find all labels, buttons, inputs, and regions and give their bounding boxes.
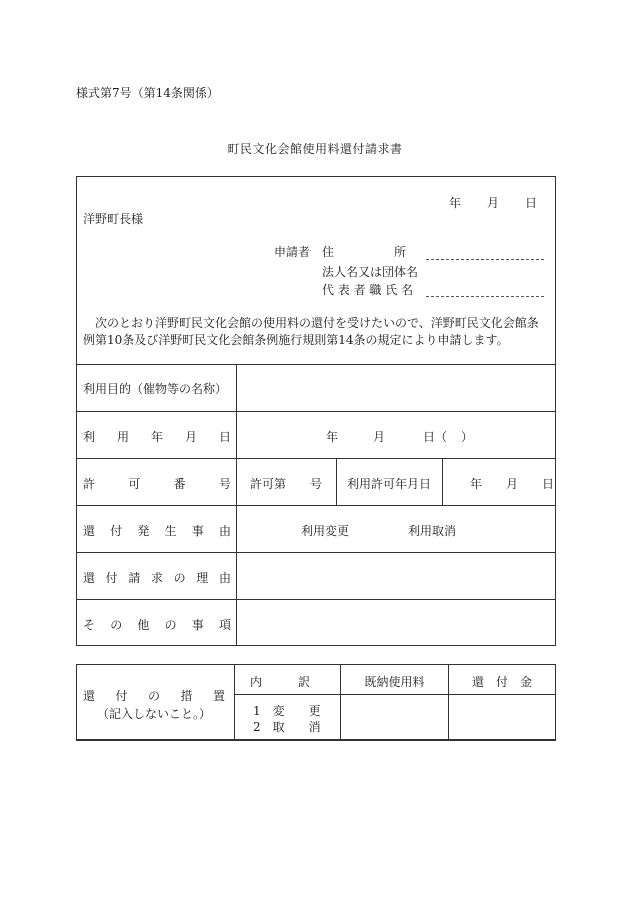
- char: 利: [83, 430, 96, 444]
- char: 番: [173, 477, 186, 491]
- permit-year: 年: [470, 477, 483, 491]
- column-divider: [236, 459, 237, 506]
- char: 事: [191, 618, 204, 632]
- request-statement: 次のとおり洋野町民文化会館の使用料の還付を受けたいので、洋野町民文化会館条例第10条及び洋野町民文化会館条例施行規則第14条の規定により申請します。: [83, 316, 539, 347]
- col-paid-fee: 既納使用料: [364, 675, 425, 689]
- char: 年: [150, 430, 163, 444]
- permit-date-label: 利用許可年月日: [347, 477, 432, 491]
- column-divider: [442, 459, 443, 506]
- char: 発: [137, 524, 150, 538]
- char: 付: [110, 524, 123, 538]
- option-usage-cancel[interactable]: 利用取消: [408, 524, 457, 538]
- form-code: 様式第7号（第14条関係）: [76, 86, 219, 100]
- char: の: [173, 571, 186, 585]
- char: 還: [83, 689, 96, 703]
- char: 請: [128, 571, 141, 585]
- column-divider: [236, 412, 237, 459]
- header-divider: [234, 694, 555, 695]
- use-date-label: [83, 428, 231, 445]
- char: 許: [83, 477, 96, 491]
- measures-label: [83, 687, 225, 704]
- item-change: 1 変 更: [253, 704, 321, 718]
- char: の: [110, 618, 123, 632]
- representative-label: 代 表 者 職 氏 名: [322, 283, 414, 297]
- day-label: 日: [524, 196, 537, 210]
- use-weekday-close: ）: [461, 430, 474, 444]
- char: 求: [150, 571, 163, 585]
- char: 理: [196, 571, 209, 585]
- permit-row: [77, 458, 555, 506]
- char: 事: [191, 524, 204, 538]
- char: 号: [218, 477, 231, 491]
- purpose-row: [77, 364, 555, 412]
- permit-number-suffix: 号: [310, 477, 323, 491]
- char: 付: [105, 571, 118, 585]
- request-reason-field[interactable]: [237, 553, 555, 600]
- char: 由: [218, 571, 231, 585]
- char: 生: [164, 524, 177, 538]
- address-label: 住 所: [322, 245, 407, 259]
- column-divider: [234, 665, 235, 740]
- request-reason-row: [77, 552, 555, 600]
- addressee: 洋野町長様: [83, 212, 144, 226]
- date-line: [423, 194, 537, 211]
- permit-label: [83, 475, 231, 492]
- char: の: [147, 689, 160, 703]
- reason-row: [77, 505, 555, 553]
- char: 項: [218, 618, 231, 632]
- month-label: 月: [486, 196, 499, 210]
- char: の: [164, 618, 177, 632]
- purpose-field[interactable]: [237, 365, 555, 412]
- col-refund-amount: 還 付 金: [471, 675, 532, 689]
- permit-day: 日: [542, 477, 555, 491]
- address-line[interactable]: [426, 259, 544, 260]
- char: 日: [218, 430, 231, 444]
- char: 置: [212, 689, 225, 703]
- char: 月: [184, 430, 197, 444]
- purpose-label: 利用目的（催物等の名称）: [83, 382, 228, 396]
- other-field[interactable]: [237, 600, 555, 646]
- organization-label: 法人名又は団体名: [322, 265, 419, 279]
- char: 還: [83, 571, 96, 585]
- reason-label: [83, 522, 231, 539]
- application-form: [76, 176, 556, 646]
- char: 措: [180, 689, 193, 703]
- column-divider: [336, 459, 337, 506]
- representative-line[interactable]: [426, 296, 544, 297]
- use-year: 年: [326, 430, 339, 444]
- col-breakdown: 内 訳: [250, 675, 311, 689]
- char: 可: [128, 477, 141, 491]
- char: 付: [115, 689, 128, 703]
- column-divider: [236, 506, 237, 553]
- item-cancel: 2 取 消: [253, 720, 321, 734]
- use-month: 月: [373, 430, 386, 444]
- char: 用: [116, 430, 129, 444]
- char: 還: [83, 524, 96, 538]
- option-usage-change[interactable]: 利用変更: [301, 524, 350, 538]
- document-title: 町民文化会館使用料還付請求書: [227, 142, 403, 156]
- refund-measures-table: [76, 664, 556, 741]
- use-date-row: [77, 411, 555, 459]
- measures-note: （記入しないこと。）: [96, 707, 211, 721]
- other-row: [77, 599, 555, 646]
- permit-number-prefix: 許可第: [250, 477, 287, 491]
- char: そ: [83, 618, 96, 632]
- other-label: [83, 616, 231, 633]
- permit-month: 月: [506, 477, 519, 491]
- request-reason-label: [83, 569, 231, 586]
- applicant-role: 申請者: [274, 245, 311, 259]
- year-label: 年: [448, 196, 461, 210]
- use-day: 日（: [423, 430, 448, 444]
- char: 他: [137, 618, 150, 632]
- char: 由: [218, 524, 231, 538]
